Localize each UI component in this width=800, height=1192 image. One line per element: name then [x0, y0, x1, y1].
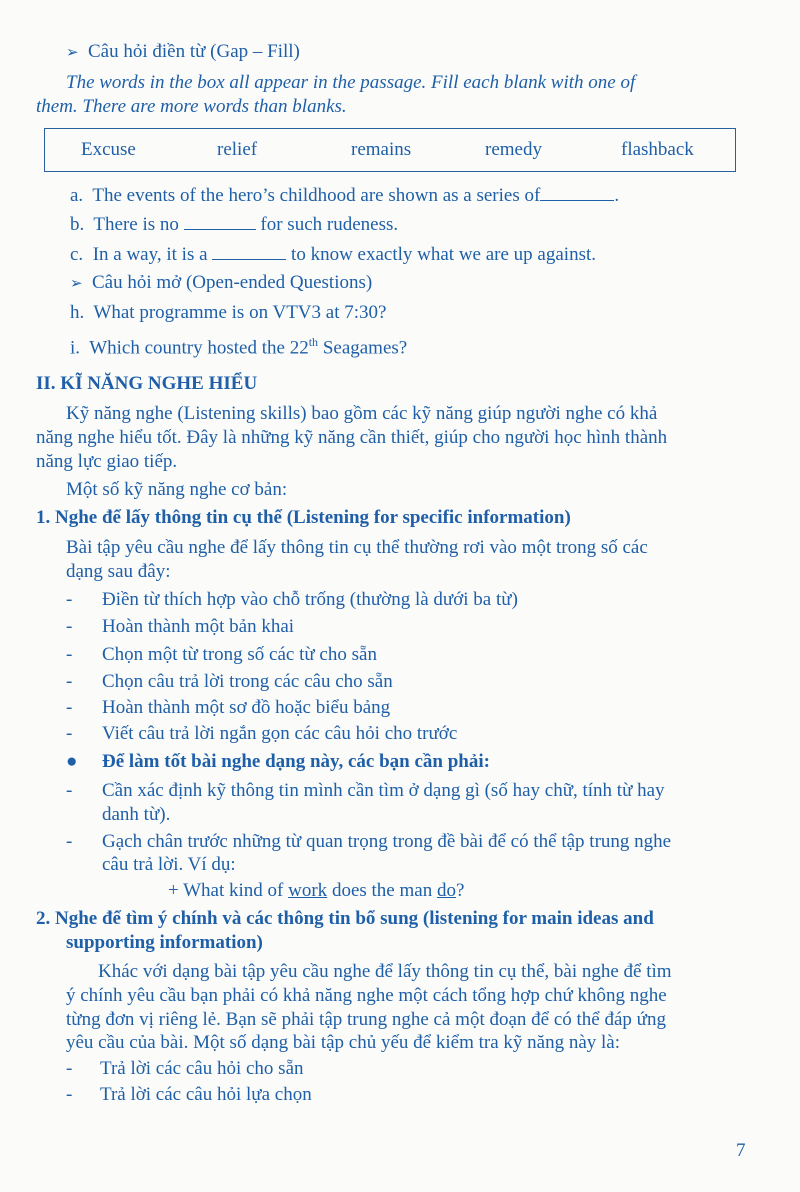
- list-item: - Trả lời các câu hỏi lựa chọn: [66, 1084, 312, 1105]
- box-word: remains: [351, 139, 412, 160]
- tip-item-continuation: danh từ).: [102, 804, 171, 825]
- box-word: remedy: [485, 139, 542, 160]
- list-item: - Chọn câu trả lời trong các câu cho sẵn: [66, 671, 393, 692]
- box-word: Excuse: [81, 139, 136, 160]
- paragraph-line: yêu cầu của bài. Một số dạng bài tập chủ yếu để kiểm tra kỹ năng này là:: [66, 1032, 620, 1053]
- page-number: 7: [736, 1140, 746, 1161]
- tip-item-continuation: câu trả lời. Ví dụ:: [102, 854, 236, 875]
- list-item: - Hoàn thành một sơ đồ hoặc biểu bảng: [66, 697, 391, 718]
- answer-blank: [212, 243, 286, 260]
- list-item: - Hoàn thành một bản khai: [66, 616, 295, 637]
- subsection-heading-continuation: supporting information): [66, 932, 263, 953]
- list-item: - Chọn một từ trong số các từ cho sẵn: [66, 644, 377, 665]
- basic-skills-line: Một số kỹ năng nghe cơ bản:: [66, 479, 288, 500]
- subsection-intro-line: dạng sau đây:: [66, 561, 171, 582]
- gap-fill-item: a. The events of the hero’s childhood are shown as a series of .: [70, 185, 620, 206]
- subsection-heading: 2. Nghe để tìm ý chính và các thông tin bổ sung (listening for main ideas and: [36, 908, 654, 929]
- list-item: - Điền từ thích hợp vào chỗ trống (thường là dưới ba từ): [66, 589, 518, 610]
- gap-fill-instruction-line: them. There are more words than blanks.: [36, 96, 347, 117]
- example-line: + What kind of work does the man do?: [168, 880, 465, 901]
- word-box: [44, 128, 736, 172]
- gap-fill-item: b. There is no for such rudeness.: [70, 214, 399, 235]
- open-ended-item: h. What programme is on VTV3 at 7:30?: [70, 302, 387, 323]
- paragraph-line: Khác với dạng bài tập yêu cầu nghe để lấy thông tin cụ thể, bài nghe để tìm: [98, 961, 672, 982]
- tip-item: - Gạch chân trước những từ quan trọng trong đề bài để có thể tập trung nghe: [66, 831, 672, 852]
- open-ended-heading: ➢ Câu hỏi mở (Open-ended Questions): [70, 271, 372, 296]
- intro-line: Kỹ năng nghe (Listening skills) bao gồm các kỹ năng giúp người nghe có khả: [66, 403, 658, 424]
- arrow-bullet-icon: ➢: [70, 276, 83, 292]
- subsection-heading: 1. Nghe để lấy thông tin cụ thể (Listening for specific information): [36, 507, 571, 528]
- list-item: - Trả lời các câu hỏi cho sẵn: [66, 1058, 304, 1079]
- subsection-intro-line: Bài tập yêu cầu nghe để lấy thông tin cụ thể thường rơi vào một trong số các: [66, 537, 648, 558]
- answer-blank: [184, 213, 256, 230]
- list-item: - Viết câu trả lời ngắn gọn các câu hỏi cho trước: [66, 723, 458, 744]
- paragraph-line: từng đơn vị riêng lẻ. Bạn sẽ phải tập trung nghe cả một đoạn để có thể đáp ứng: [66, 1009, 666, 1030]
- arrow-bullet-icon: ➢: [66, 45, 79, 61]
- section-heading: II. KĨ NĂNG NGHE HIỂU: [36, 373, 258, 394]
- gap-fill-instruction-line: The words in the box all appear in the passage. Fill each blank with one of: [66, 72, 636, 93]
- paragraph-line: ý chính yêu cầu bạn phải có khả năng nghe một cách tổng hợp chứ không nghe: [66, 985, 667, 1006]
- tip-item: - Cần xác định kỹ thông tin mình cần tìm ở dạng gì (số hay chữ, tính từ hay: [66, 780, 665, 801]
- gap-fill-heading: ➢ Câu hỏi điền từ (Gap – Fill): [66, 40, 300, 65]
- answer-blank: [540, 184, 614, 201]
- intro-line: năng nghe hiểu tốt. Đây là những kỹ năng cần thiết, giúp cho người học hình thành: [36, 427, 668, 448]
- box-word: flashback: [621, 139, 694, 160]
- dot-bullet-icon: ●: [66, 751, 78, 772]
- gap-fill-item: c. In a way, it is a to know exactly what we are up against.: [70, 244, 597, 265]
- intro-line: năng lực giao tiếp.: [36, 451, 178, 472]
- open-ended-item: i. Which country hosted the 22th Seagames?: [70, 335, 408, 359]
- bold-bullet: ● Để làm tốt bài nghe dạng này, các bạn cần phải:: [66, 751, 490, 772]
- box-word: relief: [217, 139, 258, 160]
